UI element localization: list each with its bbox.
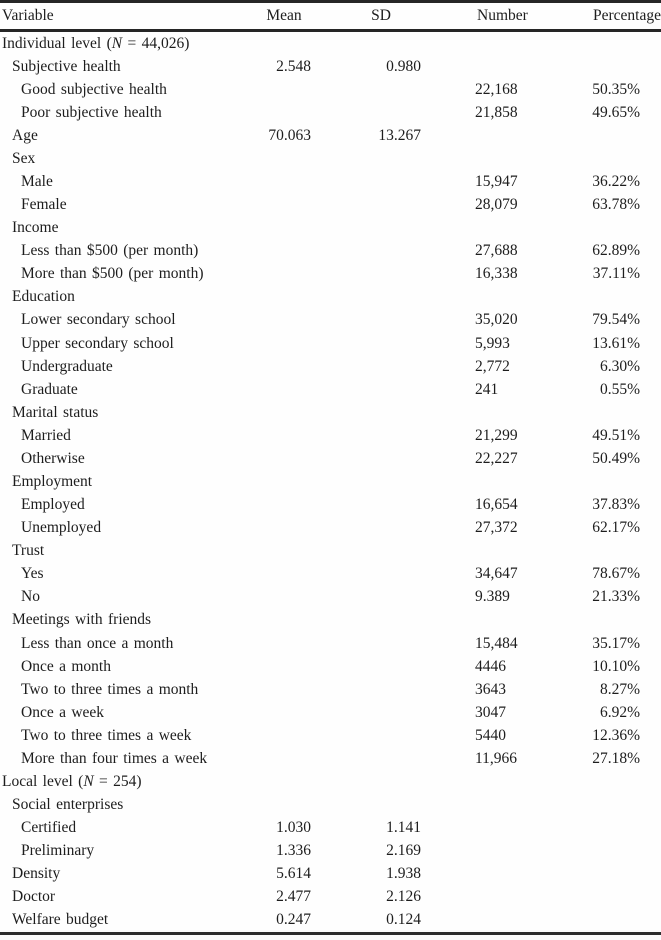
mean-value <box>250 285 313 308</box>
number-value: 16,654 <box>475 496 518 514</box>
mean-value: 1.030 <box>276 819 311 837</box>
variable-label: Trust <box>12 542 45 560</box>
table-row <box>0 747 661 770</box>
number-value: 5440 <box>475 726 506 744</box>
mean-value <box>250 724 313 747</box>
percentage-value: 37.11% <box>592 265 640 283</box>
table-row <box>0 908 661 931</box>
sd-value <box>313 147 421 170</box>
mean-value <box>250 78 313 101</box>
number-value <box>421 470 570 493</box>
column-header-number: Number <box>477 7 528 24</box>
percentage-value: 49.51% <box>592 426 640 444</box>
percentage-value: 12.36% <box>592 726 640 744</box>
mean-value: 1.336 <box>276 842 311 860</box>
percentage-value <box>570 147 661 170</box>
table-row <box>0 470 661 493</box>
variable-label: Employment <box>12 472 93 490</box>
percentage-value: 62.17% <box>592 519 640 537</box>
mean-value <box>250 655 313 678</box>
mean-value <box>250 424 313 447</box>
number-value: 27,688 <box>475 242 518 260</box>
percentage-value: 50.35% <box>592 80 640 98</box>
mean-value <box>250 678 313 701</box>
mean-value <box>250 470 313 493</box>
sd-value <box>313 793 421 816</box>
number-value: 28,079 <box>475 196 518 214</box>
table-row <box>0 585 661 608</box>
variable-label: Good subjective health <box>21 80 167 98</box>
number-value: 3643 <box>475 680 506 698</box>
percentage-value: 8.27% <box>599 680 640 698</box>
number-value: 22,227 <box>475 449 518 467</box>
variable-label: Preliminary <box>21 842 95 860</box>
sd-value <box>313 493 421 516</box>
number-value: 35,020 <box>475 311 518 329</box>
percentage-value: 6.92% <box>599 703 640 721</box>
variable-label: Less than $500 (per month) <box>21 242 199 260</box>
number-value: 15,947 <box>475 172 518 190</box>
sd-value <box>313 678 421 701</box>
mean-value <box>250 32 313 55</box>
mean-value <box>250 355 313 378</box>
variable-label: Sex <box>12 149 36 167</box>
percentage-value: 62.89% <box>592 242 640 260</box>
table-row <box>0 516 661 539</box>
table-row <box>0 124 661 147</box>
table-row <box>0 262 661 285</box>
mean-value <box>250 193 313 216</box>
sd-value <box>313 170 421 193</box>
number-value <box>421 32 570 55</box>
number-value <box>421 285 570 308</box>
sd-value: 13.267 <box>378 126 421 144</box>
percentage-value <box>570 608 661 631</box>
mean-value <box>250 401 313 424</box>
variable-label: Male <box>21 172 53 190</box>
mean-value <box>250 308 313 331</box>
percentage-value: 78.67% <box>592 565 640 583</box>
percentage-value: 27.18% <box>592 749 640 767</box>
mean-value <box>250 516 313 539</box>
variable-label: Two to three times a month <box>21 680 199 698</box>
percentage-value <box>570 770 661 793</box>
variable-label: More than four times a week <box>21 749 208 767</box>
variable-label: No <box>21 588 40 606</box>
number-value <box>421 401 570 424</box>
number-value: 2,772 <box>475 357 510 375</box>
sd-value <box>313 193 421 216</box>
sd-value: 0.124 <box>386 911 421 929</box>
number-value <box>421 216 570 239</box>
table-row <box>0 678 661 701</box>
percentage-value <box>570 908 661 931</box>
table-row <box>0 308 661 331</box>
mean-value <box>250 770 313 793</box>
sd-value <box>313 239 421 262</box>
variable-label: Meetings with friends <box>12 611 152 629</box>
column-header-percentage: Percentage <box>593 7 661 24</box>
percentage-value: 63.78% <box>592 196 640 214</box>
number-value: 27,372 <box>475 519 518 537</box>
number-value: 16,338 <box>475 265 518 283</box>
table-row <box>0 101 661 124</box>
variable-label: Unemployed <box>21 519 102 537</box>
sd-value <box>313 308 421 331</box>
number-value: 15,484 <box>475 634 518 652</box>
variable-label: Undergraduate <box>21 357 113 375</box>
number-value <box>421 770 570 793</box>
number-value: 21,299 <box>475 426 518 444</box>
number-value: 3047 <box>475 703 506 721</box>
percentage-value <box>570 55 661 78</box>
percentage-value <box>570 216 661 239</box>
table-row <box>0 793 661 816</box>
table-row <box>0 885 661 908</box>
column-header-mean: Mean <box>266 7 302 24</box>
mean-value: 2.548 <box>276 57 311 75</box>
variable-label: Once a week <box>21 703 105 721</box>
mean-value <box>250 562 313 585</box>
sd-value <box>313 470 421 493</box>
table-row <box>0 608 661 631</box>
mean-value <box>250 262 313 285</box>
table-row <box>0 539 661 562</box>
percentage-value: 10.10% <box>592 657 640 675</box>
table-row <box>0 216 661 239</box>
table-row <box>0 816 661 839</box>
number-value <box>421 539 570 562</box>
table-row <box>0 332 661 355</box>
table-row <box>0 32 661 55</box>
percentage-value <box>570 862 661 885</box>
percentage-value <box>570 839 661 862</box>
percentage-value <box>570 470 661 493</box>
number-value: 9.389 <box>475 588 510 606</box>
sd-value <box>313 608 421 631</box>
sd-value <box>313 447 421 470</box>
number-value <box>421 124 570 147</box>
sd-value <box>313 378 421 401</box>
sd-value <box>313 285 421 308</box>
mean-value <box>250 216 313 239</box>
sd-value <box>313 424 421 447</box>
table-row <box>0 655 661 678</box>
variable-label: Individual level (N = 44,026) <box>2 34 190 52</box>
sd-value <box>313 747 421 770</box>
percentage-value <box>570 539 661 562</box>
variable-label: Doctor <box>12 888 56 906</box>
mean-value <box>250 239 313 262</box>
number-value: 4446 <box>475 657 506 675</box>
mean-value <box>250 447 313 470</box>
table-bottom-rule <box>0 932 661 935</box>
number-value <box>421 862 570 885</box>
mean-value <box>250 147 313 170</box>
sd-value: 1.141 <box>386 819 421 837</box>
table-row <box>0 424 661 447</box>
mean-value <box>250 101 313 124</box>
mean-value <box>250 701 313 724</box>
percentage-value <box>570 32 661 55</box>
sd-value <box>313 401 421 424</box>
table-header-row <box>0 3 661 29</box>
table-row <box>0 493 661 516</box>
variable-label: Upper secondary school <box>21 334 174 352</box>
sd-value: 1.938 <box>386 865 421 883</box>
number-value: 5,993 <box>475 334 510 352</box>
variable-label: Marital status <box>12 403 99 421</box>
table-row <box>0 170 661 193</box>
variable-label: Graduate <box>21 380 78 398</box>
mean-value <box>250 170 313 193</box>
table-row <box>0 632 661 655</box>
percentage-value <box>570 401 661 424</box>
table-row <box>0 285 661 308</box>
table-row <box>0 701 661 724</box>
number-value <box>421 816 570 839</box>
percentage-value: 79.54% <box>592 311 640 329</box>
sd-value <box>313 355 421 378</box>
number-value <box>421 147 570 170</box>
sd-value <box>313 632 421 655</box>
mean-value: 70.063 <box>268 126 311 144</box>
percentage-value: 21.33% <box>592 588 640 606</box>
mean-value: 0.247 <box>276 911 311 929</box>
variable-label: Lower secondary school <box>21 311 176 329</box>
variable-label: Education <box>12 288 75 306</box>
percentage-value: 13.61% <box>592 334 640 352</box>
number-value: 22,168 <box>475 80 518 98</box>
sd-value <box>313 516 421 539</box>
sd-value <box>313 101 421 124</box>
mean-value <box>250 539 313 562</box>
percentage-value <box>570 285 661 308</box>
sd-value <box>313 78 421 101</box>
variable-label: Subjective health <box>12 57 121 75</box>
table-row <box>0 447 661 470</box>
number-value: 21,858 <box>475 103 518 121</box>
mean-value <box>250 332 313 355</box>
percentage-value: 37.83% <box>592 496 640 514</box>
percentage-value <box>570 793 661 816</box>
sd-value <box>313 585 421 608</box>
mean-value <box>250 747 313 770</box>
number-value <box>421 839 570 862</box>
sd-value: 0.980 <box>386 57 421 75</box>
percentage-value: 49.65% <box>592 103 640 121</box>
table-row <box>0 770 661 793</box>
variable-label: Certified <box>21 819 77 837</box>
variable-label: Age <box>12 126 38 144</box>
percentage-value <box>570 816 661 839</box>
variable-label: Density <box>12 865 61 883</box>
table-row <box>0 193 661 216</box>
table-row <box>0 147 661 170</box>
sd-value <box>313 262 421 285</box>
mean-value <box>250 493 313 516</box>
table-row <box>0 562 661 585</box>
table-body <box>0 32 661 932</box>
sd-value: 2.169 <box>386 842 421 860</box>
variable-label: Less than once a month <box>21 634 174 652</box>
variable-label: Local level (N = 254) <box>2 773 142 790</box>
variable-label: Income <box>12 219 59 237</box>
variable-label: Welfare budget <box>12 911 109 929</box>
sd-value <box>313 32 421 55</box>
sd-value <box>313 770 421 793</box>
number-value: 34,647 <box>475 565 518 583</box>
sd-value <box>313 655 421 678</box>
variable-label: Once a month <box>21 657 111 675</box>
table-row <box>0 239 661 262</box>
variable-label: Two to three times a week <box>21 726 192 744</box>
percentage-value: 6.30% <box>599 357 640 375</box>
variable-label: Married <box>21 426 71 444</box>
table-row <box>0 839 661 862</box>
column-header-variable: Variable <box>2 7 54 24</box>
number-value: 11,966 <box>475 749 518 767</box>
table-row <box>0 78 661 101</box>
mean-value <box>250 585 313 608</box>
variable-label: Otherwise <box>21 449 85 467</box>
number-value <box>421 885 570 908</box>
mean-value: 2.477 <box>276 888 311 906</box>
mean-value <box>250 378 313 401</box>
number-value <box>421 608 570 631</box>
sd-value <box>313 701 421 724</box>
mean-value <box>250 632 313 655</box>
column-header-sd: SD <box>371 7 391 24</box>
variable-label: Social enterprises <box>12 796 124 814</box>
mean-value: 5.614 <box>276 865 311 883</box>
mean-value <box>250 608 313 631</box>
sd-value <box>313 539 421 562</box>
percentage-value: 0.55% <box>599 380 640 398</box>
variable-label: More than $500 (per month) <box>21 265 204 283</box>
sd-value <box>313 562 421 585</box>
percentage-value <box>570 885 661 908</box>
sd-value <box>313 724 421 747</box>
sd-value <box>313 332 421 355</box>
variable-label: Poor subjective health <box>21 103 162 121</box>
variable-label: Yes <box>21 565 44 583</box>
variable-label: Female <box>21 196 67 214</box>
number-value: 241 <box>475 380 499 398</box>
number-value <box>421 55 570 78</box>
table-row <box>0 401 661 424</box>
table-row <box>0 378 661 401</box>
mean-value <box>250 793 313 816</box>
number-value <box>421 908 570 931</box>
number-value <box>421 793 570 816</box>
sd-value: 2.126 <box>386 888 421 906</box>
table-row <box>0 724 661 747</box>
percentage-value: 50.49% <box>592 449 640 467</box>
table-row <box>0 355 661 378</box>
sd-value <box>313 216 421 239</box>
percentage-value: 36.22% <box>592 172 640 190</box>
variable-label: Employed <box>21 496 85 514</box>
table-row <box>0 862 661 885</box>
table-row <box>0 55 661 78</box>
percentage-value <box>570 124 661 147</box>
percentage-value: 35.17% <box>592 634 640 652</box>
